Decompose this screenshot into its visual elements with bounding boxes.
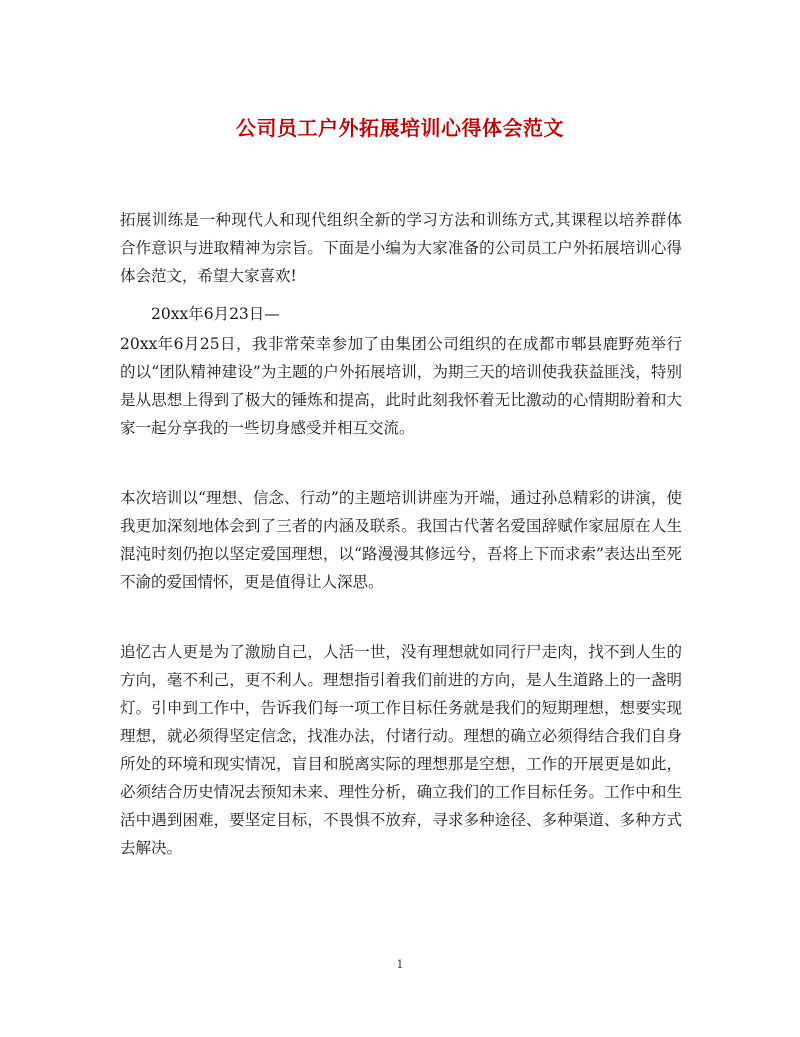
page-title: 公司员工户外拓展培训心得体会范文 [236,116,564,140]
date-line-block [120,300,682,328]
paragraph-intro: 拓展训练是一种现代人和现代组织全新的学习方法和训练方式,其课程以培养群体合作意识与进取精神为宗旨。下面是小编为大家准备的公司员工户外拓展培训心得体会范文，希望大家喜欢! [120,211,682,285]
paragraph-reflection: 追忆古人更是为了激励自己，人活一世，没有理想就如同行尸走肉，找不到人生的方向，毫不利己，更不利人。理想指引着我们前进的方向，是人生道路上的一盏明灯。引申到工作中，告诉我们每一项工作目标任务就是我们的短期理想，想要实现理想，就必须得坚定信念，找准办法，付诸行动。理想的确立必须得结合我们自身所处的环境和现实情况，盲目和脱离实际的理想那是空想，工作的开展更是如此，必须结合历史情况去预知未来、理性分析，确立我们的工作目标任务。工作中和生活中遇到困难，要坚定目标，不畏惧不放弃，寻求多种途径、多种渠道、多种方式去解决。 [120,643,682,857]
paragraph-date-range: 20xx年6月23日— [151,305,280,323]
experience-paragraph-block [120,330,682,442]
paragraph-training-theme: 本次培训以“理想、信念、行动”的主题培训讲座为开端，通过孙总精彩的讲演，使我更加深刻地体会到了三者的内涵及联系。我国古代著名爱国辞赋作家屈原在人生混沌时刻仍抱以坚定爱国理想，以“路漫漫其修远兮，吾将上下而求索”表达出至死不渝的爱国情怀，更是值得让人深思。 [120,489,682,591]
reflection-paragraph-block [120,638,682,862]
theme-paragraph-block [120,484,682,596]
intro-paragraph-block [120,206,682,290]
page-number: 1 [396,958,404,971]
paragraph-training-experience: 20xx年6月25日，我非常荣幸参加了由集团公司组织的在成都市郫县鹿野苑举行的以“团队精神建设”为主题的户外拓展培训，为期三天的培训使我获益匪浅，特别是从思想上得到了极大的锤炼和提高，此时此刻我怀着无比激动的心情期盼着和大家一起分享我的一些切身感受并相互交流。 [120,335,682,437]
